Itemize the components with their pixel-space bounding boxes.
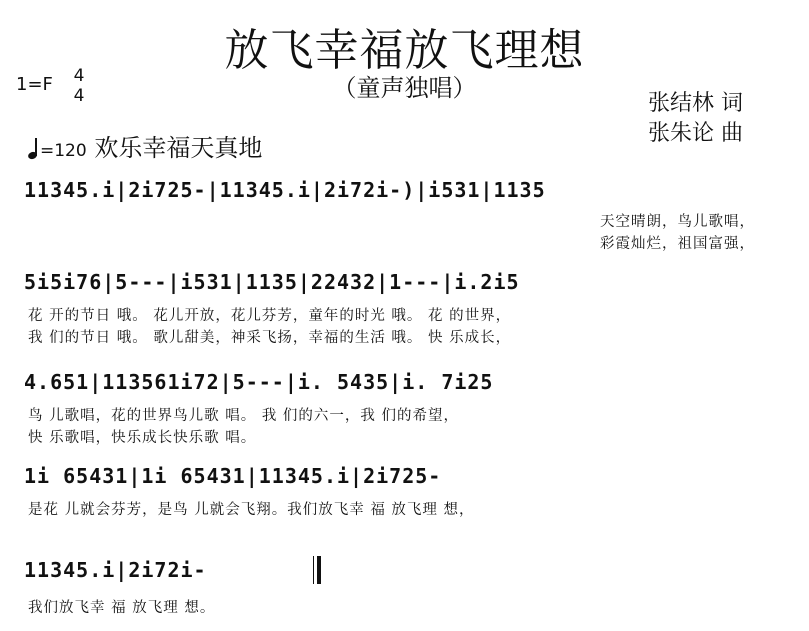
lyricist-credit: 张结林 词 (648, 91, 743, 116)
lyric-line-4-verse-1: 是花 儿就会芬芳，是鸟 儿就会飞翔。我们放飞幸 福 放飞理 想， (28, 502, 475, 518)
score-line-3: 4.651|113561i72|5---|i. 5435|i. 7i25 (24, 370, 494, 394)
score-line-5: 11345.i|2i72i- (24, 558, 207, 582)
time-signature (71, 66, 87, 106)
score-line-4: 1i 65431|1i 65431|11345.i|2i725- (24, 464, 442, 488)
tempo-marking (28, 128, 262, 163)
lyric-line-3-verse-1: 鸟 儿歌唱，花的世界鸟儿歌 唱。 我 们的六一，我 们的希望， (28, 408, 460, 424)
tempo-value: =120 (40, 141, 87, 161)
lyric-line-2-verse-2: 我 们的节日 哦。 歌儿甜美，神采飞扬，幸福的生活 哦。 快 乐成长， (28, 330, 512, 346)
lyric-line-2-verse-1: 花 开的节日 哦。 花儿开放，花儿芬芳，童年的时光 哦。 花 的世界， (28, 308, 512, 324)
song-title: 放飞幸福放飞理想 (224, 25, 585, 76)
meter-bottom: 4 (73, 86, 85, 106)
meter-top: 4 (73, 66, 85, 86)
composer-credit: 张朱论 曲 (648, 121, 743, 146)
final-barline (313, 556, 322, 584)
quarter-note-icon (28, 137, 38, 159)
lyric-line-3-verse-2: 快 乐歌唱，快乐成长快乐歌 唱。 (28, 430, 257, 446)
score-line-2: 5i5i76|5---|i531|1135|22432|1---|i.2i5 (24, 270, 520, 294)
song-subtitle: （童声独唱） (332, 74, 477, 102)
tempo-expression: 欢乐幸福天真地 (94, 134, 263, 162)
score-line-1: 11345.i|2i725-|11345.i|2i72i-)|i531|1135 (24, 178, 546, 202)
lyric-line-1-verse-1: 天空晴朗，鸟儿歌唱， (600, 214, 755, 230)
lyric-line-5-verse-1: 我们放飞幸 福 放飞理 想。 (28, 600, 216, 616)
key-signature: 1=F (16, 74, 53, 95)
lyric-line-1-verse-2: 彩霞灿烂，祖国富强， (600, 236, 755, 252)
